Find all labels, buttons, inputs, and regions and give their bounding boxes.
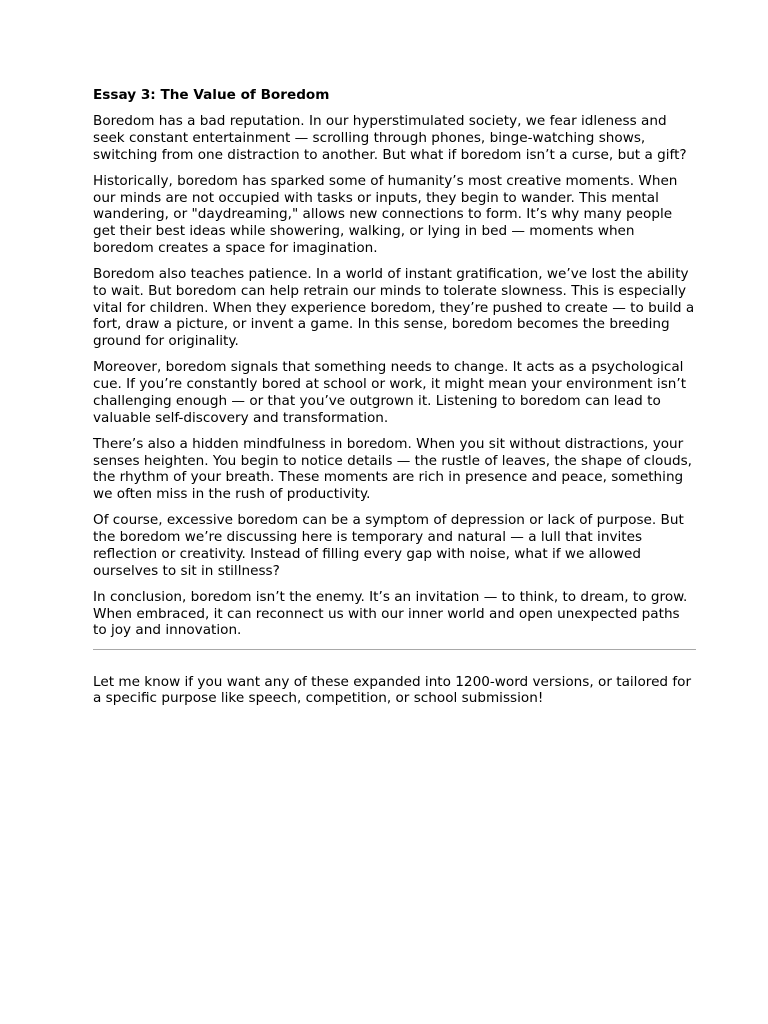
- essay-paragraph-3: Boredom also teaches patience. In a world of instant gratification, we’ve lost the ability to wait. But boredom can help retrain our minds to tolerate slowness. This is especially vital for children. When they experience boredom, they’re pushed to create — to build a fort, draw a picture, or invent a game. In this sense, boredom becomes the breeding ground for originality.: [93, 266, 695, 349]
- essay-paragraph-7: In conclusion, boredom isn’t the enemy. It’s an invitation — to think, to dream, to grow. When embraced, it can reconnect us with our inner world and open unexpected paths to joy and innovation.: [93, 588, 688, 639]
- section-divider: [93, 649, 696, 650]
- essay-paragraph-2: Historically, boredom has sparked some of humanity’s most creative moments. When our minds are not occupied with tasks or inputs, they begin to wander. This mental wandering, or "daydreaming," allows new connections to form. It’s why many people get their best ideas while showering, walking, or lying in bed — moments when boredom creates a space for imagination.: [93, 172, 678, 256]
- essay-paragraph-6: Of course, excessive boredom can be a symptom of depression or lack of purpose. But the boredom we’re discussing here is temporary and natural — a lull that invites reflection or creativity. Instead of filling every gap with noise, what if we allowed ourselves to sit in stillness?: [93, 512, 684, 579]
- essay-paragraph-5: There’s also a hidden mindfulness in boredom. When you sit without distractions, your senses heighten. You begin to notice details — the rustle of leaves, the shape of clouds, the rhythm of your breath. These moments are rich in presence and peace, something we often miss in the rush of productivity.: [93, 435, 692, 502]
- essay-paragraph-4: Moreover, boredom signals that something needs to change. It acts as a psychological cue. If you’re constantly bored at school or work, it might mean your environment isn’t challenging enough — or that you’ve outgrown it. Listening to boredom can lead to valuable self-discovery and transformation.: [93, 359, 687, 426]
- essay-title: Essay 3: The Value of Boredom: [93, 87, 330, 103]
- essay-paragraph-1: Boredom has a bad reputation. In our hyperstimulated society, we fear idleness and seek constant entertainment — scrolling through phones, binge-watching shows, switching from one distraction to another. But what if boredom isn’t a curse, but a gift?: [93, 113, 687, 163]
- closing-note: Let me know if you want any of these expanded into 1200-word versions, or tailored for a specific purpose like speech, competition, or school submission!: [93, 673, 692, 707]
